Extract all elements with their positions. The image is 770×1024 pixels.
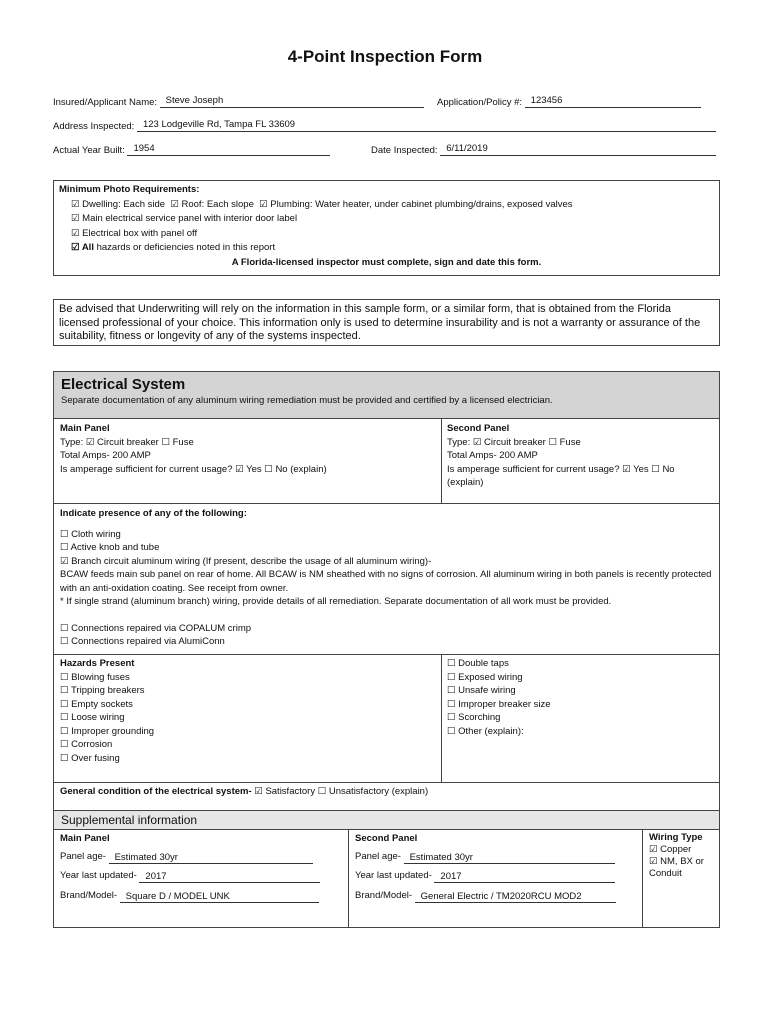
presence-block — [60, 507, 715, 649]
hazard-other[interactable]: ☐ Other (explain): — [447, 725, 717, 739]
second-amps: Total Amps- 200 AMP — [447, 450, 538, 461]
electrical-header — [54, 372, 719, 419]
hazard-scorching[interactable]: ☐ Scorching — [447, 711, 717, 725]
wiring-copper[interactable]: ☑ Copper — [649, 844, 717, 856]
main-sufficient-no[interactable]: ☐ No (explain) — [264, 464, 326, 475]
hazard-exposed-wiring[interactable]: ☐ Exposed wiring — [447, 671, 717, 685]
main-sufficient-label: Is amperage sufficient for current usage? — [60, 463, 233, 475]
second-type-breaker[interactable]: ☑ Circuit breaker — [473, 437, 546, 448]
general-condition-label: General condition of the electrical system- — [60, 786, 252, 797]
presence-knob[interactable]: ☐ Active knob and tube — [60, 541, 715, 555]
general-condition-row — [60, 785, 715, 799]
photo-req-heading: Minimum Photo Requirements: — [59, 184, 200, 195]
hazards-left — [60, 657, 430, 765]
supp-second-updated-field[interactable]: 2017 — [434, 870, 615, 883]
policy-label: Application/Policy #: — [437, 97, 523, 108]
address-row — [53, 119, 716, 132]
supp-main-brand-label: Brand/Model- — [60, 890, 118, 901]
wiring-nm-bx[interactable]: ☑ NM, BX or — [649, 856, 717, 868]
hazards-heading: Hazards Present — [60, 658, 135, 669]
supp-divider-1 — [348, 829, 349, 927]
divider-general — [54, 782, 719, 783]
supp-second-age-label: Panel age- — [355, 851, 401, 862]
photo-requirements-box — [53, 180, 720, 276]
panel-divider — [441, 418, 442, 503]
wiring-type-block — [649, 832, 717, 880]
supplemental-rule — [54, 829, 719, 830]
divider-hazards — [54, 654, 719, 655]
main-sufficient-yes[interactable]: ☑ Yes — [235, 464, 261, 475]
photo-req-roof[interactable]: ☑ Roof: Each slope — [170, 199, 254, 210]
photo-req-hazards-rest: hazards or deficiencies noted in this report — [93, 242, 276, 253]
photo-req-electrical-box[interactable]: ☑ Electrical box with panel off — [71, 228, 197, 239]
supp-second-updated-label: Year last updated- — [355, 870, 432, 881]
insured-label: Insured/Applicant Name: — [53, 97, 158, 108]
single-strand-note: * If single strand (aluminum branch) wiring, provide details of all remediation. Separate documentation of all work must be provided. — [60, 596, 612, 607]
policy-row — [437, 95, 701, 108]
supp-second-updated-row — [355, 869, 625, 883]
hazard-unsafe-wiring[interactable]: ☐ Unsafe wiring — [447, 684, 717, 698]
supp-main-age-row — [60, 850, 325, 864]
photo-req-hazards-bold[interactable]: ☑ All — [71, 242, 94, 253]
supp-divider-2 — [642, 829, 643, 927]
hazard-improper-grounding[interactable]: ☐ Improper grounding — [60, 725, 430, 739]
main-type-fuse[interactable]: ☐ Fuse — [161, 437, 193, 448]
wiring-conduit: Conduit — [649, 868, 682, 879]
supplemental-title: Supplemental information — [61, 813, 198, 827]
supp-main-age-field[interactable]: Estimated 30yr — [109, 851, 313, 864]
second-sufficient-label: Is amperage sufficient for current usage? — [447, 463, 620, 475]
hazard-improper-breaker-size[interactable]: ☐ Improper breaker size — [447, 698, 717, 712]
supp-main-updated-row — [60, 869, 325, 883]
repair-alumiconn[interactable]: ☐ Connections repaired via AlumiConn — [60, 635, 715, 649]
main-panel-block — [60, 422, 440, 476]
second-sufficient-no[interactable]: ☐ No — [651, 464, 674, 475]
supp-main-age-label: Panel age- — [60, 851, 106, 862]
second-panel-block — [447, 422, 717, 490]
electrical-title: Electrical System — [61, 376, 186, 393]
address-label: Address Inspected: — [53, 121, 135, 132]
divider-presence — [54, 503, 719, 504]
supp-main-brand-row — [60, 889, 325, 903]
second-type-fuse[interactable]: ☐ Fuse — [548, 437, 580, 448]
electrical-subtitle: Separate documentation of any aluminum wiring remediation must be provided and certified by a licensed electrician. — [61, 395, 553, 406]
main-amps: Total Amps- 200 AMP — [60, 450, 151, 461]
supp-main-updated-label: Year last updated- — [60, 870, 137, 881]
presence-branch[interactable]: ☑ Branch circuit aluminum wiring (If present, describe the usage of all aluminum wiring)- — [60, 555, 715, 569]
supp-second-brand-field[interactable]: General Electric / TM2020RCU MOD2 — [415, 890, 616, 903]
supp-main-updated-field[interactable]: 2017 — [139, 870, 320, 883]
supp-main-brand-field[interactable]: Square D / MODEL UNK — [120, 890, 319, 903]
wiring-type-heading: Wiring Type — [649, 832, 703, 843]
hazard-corrosion[interactable]: ☐ Corrosion — [60, 738, 430, 752]
second-explain: (explain) — [447, 477, 484, 488]
main-panel-heading: Main Panel — [60, 423, 110, 434]
main-type-breaker[interactable]: ☑ Circuit breaker — [86, 437, 159, 448]
year-built-field[interactable]: 1954 — [127, 143, 330, 156]
supp-second-brand-label: Brand/Model- — [355, 890, 413, 901]
hazard-blowing-fuses[interactable]: ☐ Blowing fuses — [60, 671, 430, 685]
main-type-label: Type: — [60, 436, 84, 448]
photo-req-footer: A Florida-licensed inspector must complete, sign and date this form. — [231, 256, 542, 268]
photo-req-plumbing[interactable]: ☑ Plumbing: Water heater, under cabinet plumbing/drains, exposed valves — [259, 199, 572, 210]
supp-second-heading: Second Panel — [355, 833, 418, 844]
hazard-loose-wiring[interactable]: ☐ Loose wiring — [60, 711, 430, 725]
second-panel-heading: Second Panel — [447, 423, 510, 434]
second-type-label: Type: — [447, 436, 471, 448]
hazard-empty-sockets[interactable]: ☐ Empty sockets — [60, 698, 430, 712]
advisory-box: Be advised that Underwriting will rely on the information in this sample form, or a similar form, that is obtained from the Florida licensed professional of your choice. This information only is used to determine insurability and is not a warranty or assurance of the suitability, fitness or longevity of any of the systems inspected. — [53, 299, 720, 346]
hazard-over-fusing[interactable]: ☐ Over fusing — [60, 752, 430, 766]
date-label: Date Inspected: — [371, 145, 438, 156]
presence-cloth[interactable]: ☐ Cloth wiring — [60, 528, 715, 542]
address-field[interactable]: 123 Lodgeville Rd, Tampa FL 33609 — [137, 119, 716, 132]
date-field[interactable]: 6/11/2019 — [440, 143, 716, 156]
hazard-tripping-breakers[interactable]: ☐ Tripping breakers — [60, 684, 430, 698]
hazards-divider — [441, 654, 442, 782]
supplemental-header — [54, 811, 719, 829]
hazard-double-taps[interactable]: ☐ Double taps — [447, 657, 717, 671]
supp-second-age-field[interactable]: Estimated 30yr — [404, 851, 615, 864]
insured-field[interactable]: Steve Joseph — [160, 95, 424, 108]
general-unsatisfactory[interactable]: ☐ Unsatisfactory (explain) — [318, 786, 428, 797]
form-title: 4-Point Inspection Form — [287, 47, 483, 66]
photo-req-dwelling[interactable]: ☑ Dwelling: Each side — [71, 199, 165, 210]
presence-heading: Indicate presence of any of the following: — [60, 508, 247, 519]
hazards-right — [447, 657, 717, 738]
general-satisfactory[interactable]: ☑ Satisfactory — [254, 786, 315, 797]
bcaw-note: BCAW feeds main sub panel on rear of home. All BCAW is NM sheathed with no signs of corrosion. All aluminum wiring in both panels is recently protected with an anti-oxidation coating. See receipt from owner. — [60, 569, 712, 594]
photo-req-main-panel[interactable]: ☑ Main electrical service panel with interior door label — [71, 213, 297, 224]
year-built-row — [53, 143, 330, 156]
repair-copalum[interactable]: ☐ Connections repaired via COPALUM crimp — [60, 622, 715, 636]
supp-main-heading: Main Panel — [60, 833, 110, 844]
year-built-label: Actual Year Built: — [53, 145, 125, 156]
supp-second-brand-row — [355, 889, 635, 903]
insured-row — [53, 95, 424, 108]
policy-field[interactable]: 123456 — [525, 95, 701, 108]
supp-second-age-row — [355, 850, 625, 864]
second-sufficient-yes[interactable]: ☑ Yes — [622, 464, 648, 475]
date-row — [371, 143, 716, 156]
